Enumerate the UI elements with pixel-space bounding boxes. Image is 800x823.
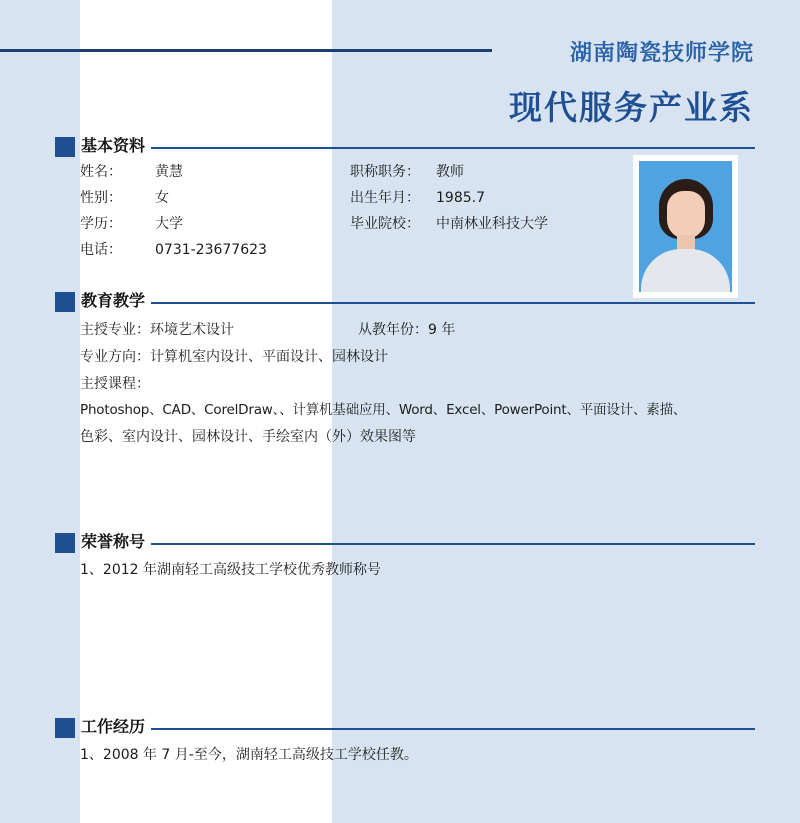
- position-label: 职称职务：: [350, 164, 420, 180]
- section-teaching-header: [55, 290, 755, 314]
- teaching-years: 从教年份：9 年: [358, 322, 456, 338]
- phone-label: 电话：: [80, 242, 122, 258]
- gender-label: 性别：: [80, 190, 122, 206]
- profile-photo: [633, 155, 738, 298]
- teaching-direction: 专业方向：计算机室内设计、平面设计、园林设计: [80, 349, 388, 365]
- birth-label: 出生年月：: [350, 190, 420, 206]
- section-marker-icon: [55, 137, 75, 157]
- header-rule: [0, 49, 492, 52]
- section-work-title: 工作经历: [81, 717, 146, 736]
- name-value: 黄慧: [155, 164, 183, 180]
- graduate-school-value: 中南林业科技大学: [436, 216, 548, 232]
- education-value: 大学: [155, 216, 183, 232]
- birth-value: 1985.7: [436, 190, 485, 206]
- background-left-band: [0, 0, 80, 823]
- section-teaching-title: 教育教学: [81, 291, 146, 310]
- section-honors-rule: [151, 543, 755, 545]
- section-marker-icon: [55, 718, 75, 738]
- section-honors-title: 荣誉称号: [81, 532, 146, 551]
- graduate-school-label: 毕业院校：: [350, 216, 420, 232]
- section-marker-icon: [55, 292, 75, 312]
- education-label: 学历：: [80, 216, 122, 232]
- section-basic-rule: [151, 147, 755, 149]
- teaching-courses-label: 主授课程：: [80, 376, 150, 392]
- position-value: 教师: [436, 164, 464, 180]
- section-work-rule: [151, 728, 755, 730]
- section-teaching-rule: [151, 302, 755, 304]
- teaching-major: 主授专业：环境艺术设计: [80, 322, 234, 338]
- department-name: 现代服务产业系: [509, 88, 754, 127]
- section-marker-icon: [55, 533, 75, 553]
- gender-value: 女: [155, 190, 169, 206]
- teaching-courses-line2: 色彩、室内设计、园林设计、手绘室内（外）效果图等: [80, 429, 416, 445]
- school-name: 湖南陶瓷技师学院: [569, 41, 754, 66]
- portrait-image: [639, 161, 732, 292]
- phone-value: 0731-23677623: [155, 242, 267, 258]
- section-basic-title: 基本资料: [81, 136, 146, 155]
- section-honors-header: [55, 531, 755, 555]
- honor-item: 1、2012 年湖南轻工高级技工学校优秀教师称号: [80, 562, 381, 578]
- portrait-shirt: [641, 249, 730, 292]
- portrait-face: [667, 191, 705, 239]
- work-item: 1、2008 年 7 月-至今，湖南轻工高级技工学校任教。: [80, 747, 418, 763]
- section-work-header: [55, 716, 755, 740]
- teaching-courses-line1: Photoshop、CAD、CorelDraw、、计算机基础应用、Word、Excel、PowerPoint、平面设计、素描、: [80, 402, 687, 418]
- name-label: 姓名：: [80, 164, 122, 180]
